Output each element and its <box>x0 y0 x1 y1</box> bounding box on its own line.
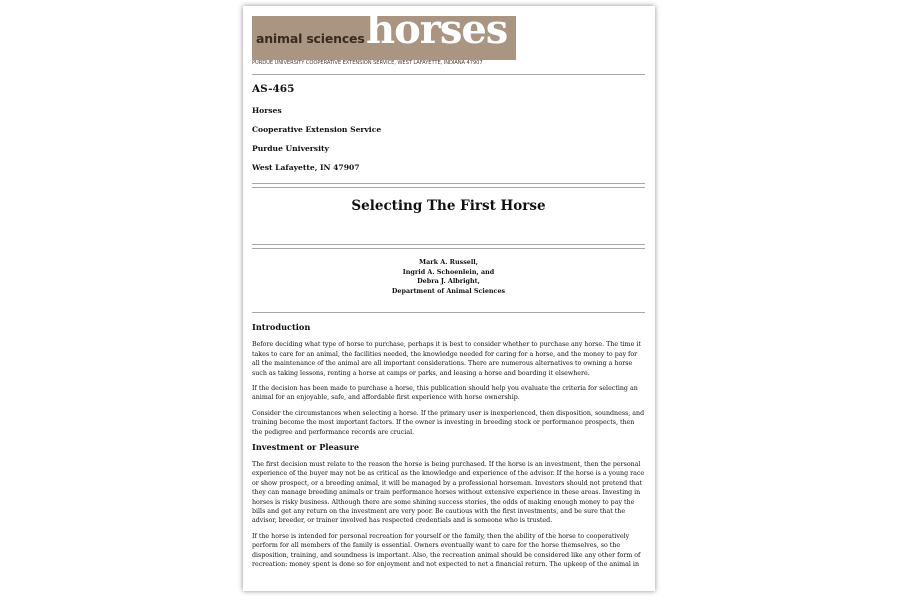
page-content <box>252 6 645 570</box>
body-paragraph: Consider the circumstances when selecting a horse. If the primary user is inexperienced, then disposition, soundness, and training become the most important factors. If the owner is investing in breeding stock or performance prospects, then the pedigree and performance records are crucial. <box>252 409 645 436</box>
section-heading: Investment or Pleasure <box>252 442 360 453</box>
divider <box>252 248 645 249</box>
body-paragraph: If the decision has been made to purchase a horse, this publication should help you evaluate the criteria for selecting an animal for an enjoyable, safe, and affordable first experience with horse ownership. <box>252 385 638 402</box>
banner-title: horses <box>366 6 508 53</box>
publication-series: Horses <box>252 106 282 115</box>
author-line: Mark A. Russell, <box>419 258 478 266</box>
author-line: Ingrid A. Schoenlein, and <box>402 267 495 276</box>
banner-caption: PURDUE UNIVERSITY COOPERATIVE EXTENSION SERVICE, WEST LAFAYETTE, INDIANA 47907 <box>252 60 483 66</box>
author-department: Department of Animal Sciences <box>391 286 506 295</box>
publication-banner <box>252 6 516 68</box>
document-page <box>243 6 655 591</box>
body-paragraph: The first decision must relate to the reason the horse is being purchased. If the horse is an investment, then the personal experience of the buyer may not be as critical as the knowledge and experience of the advisor. If the horse is a young race or show prospect, or a breeding animal, it will be managed by a professional horseman. Investors should not pretend that they can manage breeding animals or train performance horses without extensive experience in these areas. Investing in horses is risky business. Although there are some shining success stories, the odds of making enough money to pay the bills and get any return on the investment are very poor. Be cautious with the first investments, and be sure that the advisor, breeder, or trainer involved has respected credentials and is someone who is trusted. <box>252 461 645 525</box>
section-heading: Introduction <box>252 322 311 333</box>
publication-university: Purdue University <box>252 144 329 153</box>
document-title: Selecting The First Horse <box>351 198 546 214</box>
body-paragraph: If the horse is intended for personal recreation for yourself or the family, then the ability of the horse to cooperatively perform for all members of the family is essential. Owners eventually want to care for the horse themselves, so the disposition, training, and soundness is important. Also, the recreation animal should be considered like any other form of recreation: money spent is done so for enjoyment and not expected to net a financial return. The upkeep of the animal in <box>252 532 641 569</box>
publication-id: AS-465 <box>252 83 295 95</box>
divider <box>252 183 645 184</box>
divider <box>252 312 645 313</box>
divider <box>252 74 645 75</box>
divider <box>252 187 645 188</box>
body-paragraph: Before deciding what type of horse to purchase, perhaps it is best to consider whether to purchase any horse. The time it takes to care for an animal, the facilities needed, the knowledge needed for caring for a horse, and the money to pay for all the maintenance of the animal are all important considerations. There are numerous alternatives to owning a horse such as taking lessons, renting a horse at camps or parks, and leasing a horse and boarding it elsewhere. <box>252 341 641 377</box>
divider <box>252 244 645 245</box>
author-line: Debra J. Albright, <box>417 277 480 286</box>
banner-subtitle: animal sciences <box>256 31 365 46</box>
publication-address: West Lafayette, IN 47907 <box>252 163 360 172</box>
publication-service: Cooperative Extension Service <box>252 125 382 134</box>
author-block <box>252 258 645 296</box>
